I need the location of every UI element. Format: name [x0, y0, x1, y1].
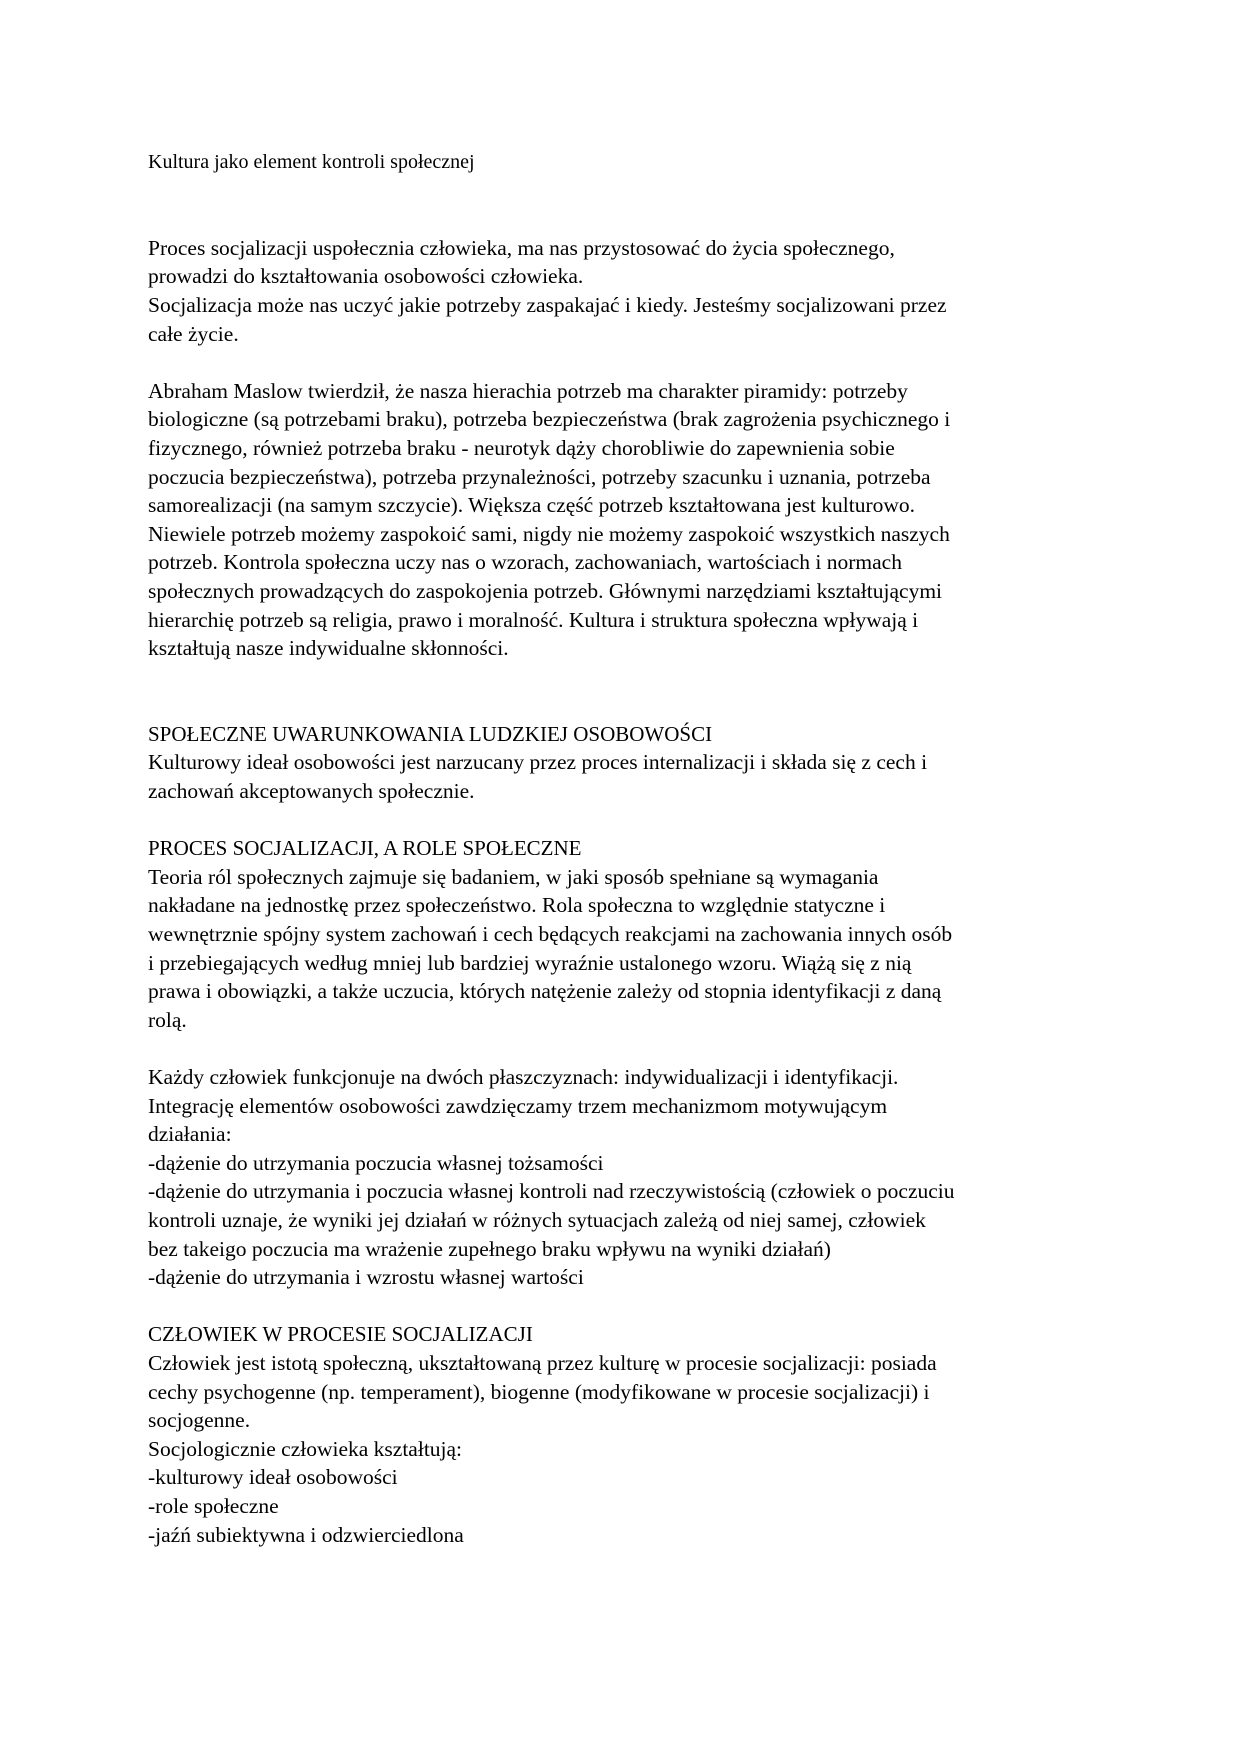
- maslow-paragraph: [148, 377, 1088, 663]
- text-line: całe życie.: [148, 321, 239, 346]
- section-heading: CZŁOWIEK W PROCESIE SOCJALIZACJI: [148, 1322, 533, 1347]
- section-heading: PROCES SOCJALIZACJI, A ROLE SPOŁECZNE: [148, 836, 582, 861]
- spacer: [148, 806, 1088, 835]
- list-item: -dążenie do utrzymania poczucia własnej tożsamości: [148, 1150, 604, 1175]
- text-line: społecznych prowadzących do zaspokojenia potrzeb. Głównymi narzędziami kształtującymi: [148, 578, 943, 603]
- section-heading: SPOŁECZNE UWARUNKOWANIA LUDZKIEJ OSOBOWOŚCI: [148, 721, 713, 746]
- list-item: -jaźń subiektywna i odzwierciedlona: [148, 1522, 464, 1547]
- text-line: działania:: [148, 1122, 232, 1147]
- text-line: i przebiegających według mniej lub bardziej wyraźnie ustalonego wzoru. Wiążą się z nią: [148, 950, 912, 975]
- spacer: [148, 205, 1088, 234]
- spacer: [148, 348, 1088, 377]
- text-line: Socjalizacja może nas uczyć jakie potrzeby zaspakajać i kiedy. Jesteśmy socjalizowani przez: [148, 292, 947, 317]
- spacer: [148, 663, 1088, 692]
- text-line: poczucia bezpieczeństwa), potrzeba przynależności, potrzeby szacunku i uznania, potrzeba: [148, 464, 931, 489]
- spacer: [148, 691, 1088, 720]
- text-line: Człowiek jest istotą społeczną, ukształtowaną przez kulturę w procesie socjalizacji: posiada: [148, 1350, 937, 1375]
- spacer: [148, 1292, 1088, 1321]
- text-line: Abraham Maslow twierdził, że nasza hierachia potrzeb ma charakter piramidy: potrzeby: [148, 378, 908, 403]
- text-line: Kulturowy ideał osobowości jest narzucany przez proces internalizacji i składa się z cech i: [148, 750, 928, 775]
- section-czlowiek: [148, 1320, 1088, 1549]
- list-item: -role społeczne: [148, 1493, 279, 1518]
- text-line: wewnętrznie spójny system zachowań i cech będących reakcjami na zachowania innych osób: [148, 922, 953, 947]
- list-item: -kulturowy ideał osobowości: [148, 1465, 398, 1490]
- text-line: potrzeb. Kontrola społeczna uczy nas o wzorach, zachowaniach, wartościach i normach: [148, 550, 902, 575]
- list-item: -dążenie do utrzymania i wzrostu własnej wartości: [148, 1265, 584, 1290]
- intro-paragraph: [148, 234, 1088, 348]
- document-title: Kultura jako element kontroli społecznej: [148, 151, 475, 173]
- text-line: biologiczne (są potrzebami braku), potrzeba bezpieczeństwa (brak zagrożenia psychicznego i: [148, 407, 951, 432]
- text-line: prawa i obowiązki, a także uczucia, których natężenie zależy od stopnia identyfikacji z daną: [148, 979, 942, 1004]
- section-role-spoleczne: [148, 834, 1088, 1292]
- text-line: samorealizacji (na samym szczycie). Większa część potrzeb kształtowana jest kulturowo.: [148, 493, 916, 518]
- text-line: Proces socjalizacji uspołecznia człowieka, ma nas przystosować do życia społecznego,: [148, 235, 895, 260]
- text-line: zachowań akceptowanych społecznie.: [148, 779, 475, 804]
- spacer: [148, 177, 1088, 206]
- spacer: [148, 1034, 1088, 1063]
- text-line: Socjologicznie człowieka kształtują:: [148, 1436, 463, 1461]
- text-line: rolą.: [148, 1007, 187, 1032]
- document-page: [148, 148, 1088, 1549]
- text-line: prowadzi do kształtowania osobowości człowieka.: [148, 264, 584, 289]
- text-line: Integrację elementów osobowości zawdzięczamy trzem mechanizmom motywującym: [148, 1093, 888, 1118]
- text-line: cechy psychogenne (np. temperament), biogenne (modyfikowane w procesie socjalizacji) i: [148, 1379, 930, 1404]
- text-line: hierarchię potrzeb są religia, prawo i moralność. Kultura i struktura społeczna wpływają i: [148, 607, 919, 632]
- text-line: fizycznego, również potrzeba braku - neurotyk dąży chorobliwie do zapewnienia sobie: [148, 435, 895, 460]
- text-line: bez takeigo poczucia ma wrażenie zupełnego braku wpływu na wyniki działań): [148, 1236, 831, 1261]
- text-line: Teoria ról społecznych zajmuje się badaniem, w jaki sposób spełniane są wymagania: [148, 864, 879, 889]
- text-line: Każdy człowiek funkcjonuje na dwóch płaszczyznach: indywidualizacji i identyfikacji.: [148, 1065, 899, 1089]
- section-osobowosc: [148, 720, 1088, 806]
- text-line: Niewiele potrzeb możemy zaspokoić sami, nigdy nie możemy zaspokoić wszystkich naszych: [148, 521, 950, 546]
- text-line: nakładane na jednostkę przez społeczeństwo. Rola społeczna to względnie statyczne i: [148, 893, 886, 918]
- list-item: -dążenie do utrzymania i poczucia własnej kontroli nad rzeczywistością (człowiek o poczuciu: [148, 1179, 955, 1204]
- text-line: kształtują nasze indywidualne skłonności.: [148, 636, 509, 661]
- text-line: socjogenne.: [148, 1408, 251, 1433]
- text-line: kontroli uznaje, że wyniki jej działań w różnych sytuacjach zależą od niej samej, człowiek: [148, 1207, 926, 1232]
